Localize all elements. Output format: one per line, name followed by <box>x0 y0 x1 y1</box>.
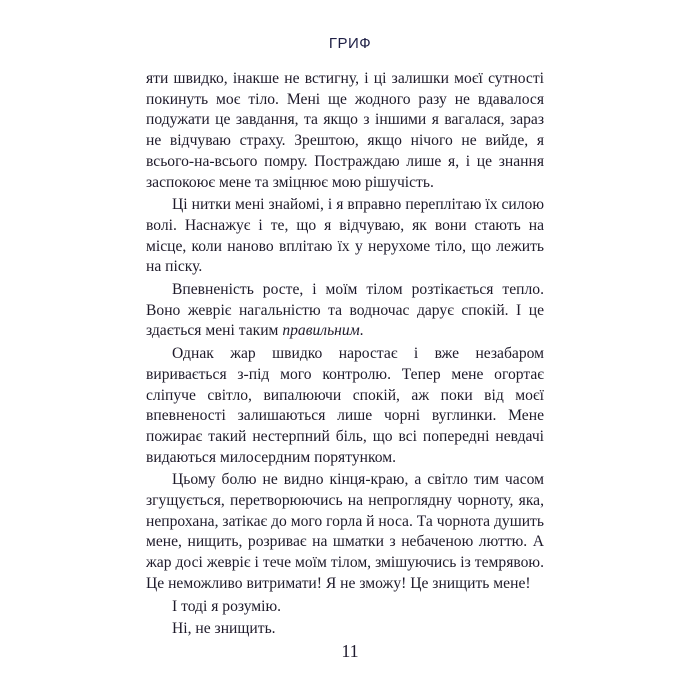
paragraph-2: Ці нитки мені знайомі, і я вправно переплітаю їх силою волі. Наснажує і те, що я відчуваю, як вони стають на місце, коли наново вплітаю їх у нерухоме тіло, що лежить на піску. <box>146 196 544 276</box>
paragraph-3 <box>146 280 544 342</box>
paragraph-4: Однак жар швидко наростає і вже незабаром виривається з-під мого контролю. Тепер мене огортає сліпуче світло, випалюючи спокій, аж поки від моєї впевненості залишаються лише чорні вуглинки. Мене пожирає такий нестерпний біль, що всі попередні невдачі видаються милосердним порятунком. <box>146 345 544 466</box>
paragraph-3-emphasis: правильним <box>282 322 360 340</box>
body-text <box>146 69 544 640</box>
paragraph-7: Ні, не знищить. <box>172 620 276 638</box>
page-number: 11 <box>341 641 359 661</box>
paragraph-6: І тоді я розумію. <box>172 597 282 615</box>
running-header-title: ГРИФ <box>328 35 372 52</box>
paragraph-5: Цьому болю не видно кінця-краю, а світло тим часом згущується, перетворюючись на непроглядну чорноту, яка, непрохана, затікає до мого горла й носа. Та чорнота душить мене, нищить, розриває на шматки з небаченою люттю. А жар досі жевріє і тече моїм тілом, змішуючись із темрявою. Це неможливо витримати! Я не зможу! Це знищить мене! <box>146 471 544 592</box>
paragraph-1: яти швидко, інакше не встигну, і ці залишки моєї сутності покинуть моє тіло. Мені ще жодного разу не вдавалося подужати це завдання, та якщо з іншими я вагалася, зараз не відчуваю страху. Зрештою, якщо нічого не вийде, я всього-на-всього помру. Постраждаю лише я, і це знання заспокоює мене та зміцнює мою рішучість. <box>146 70 544 191</box>
paragraph-3-text: Впевненість росте, і моїм тілом розтікається тепло. Воно жевріє нагальністю та водночас дарує спокій. І це здається мені таким <box>146 281 544 340</box>
paragraph-3-end: . <box>359 322 364 340</box>
